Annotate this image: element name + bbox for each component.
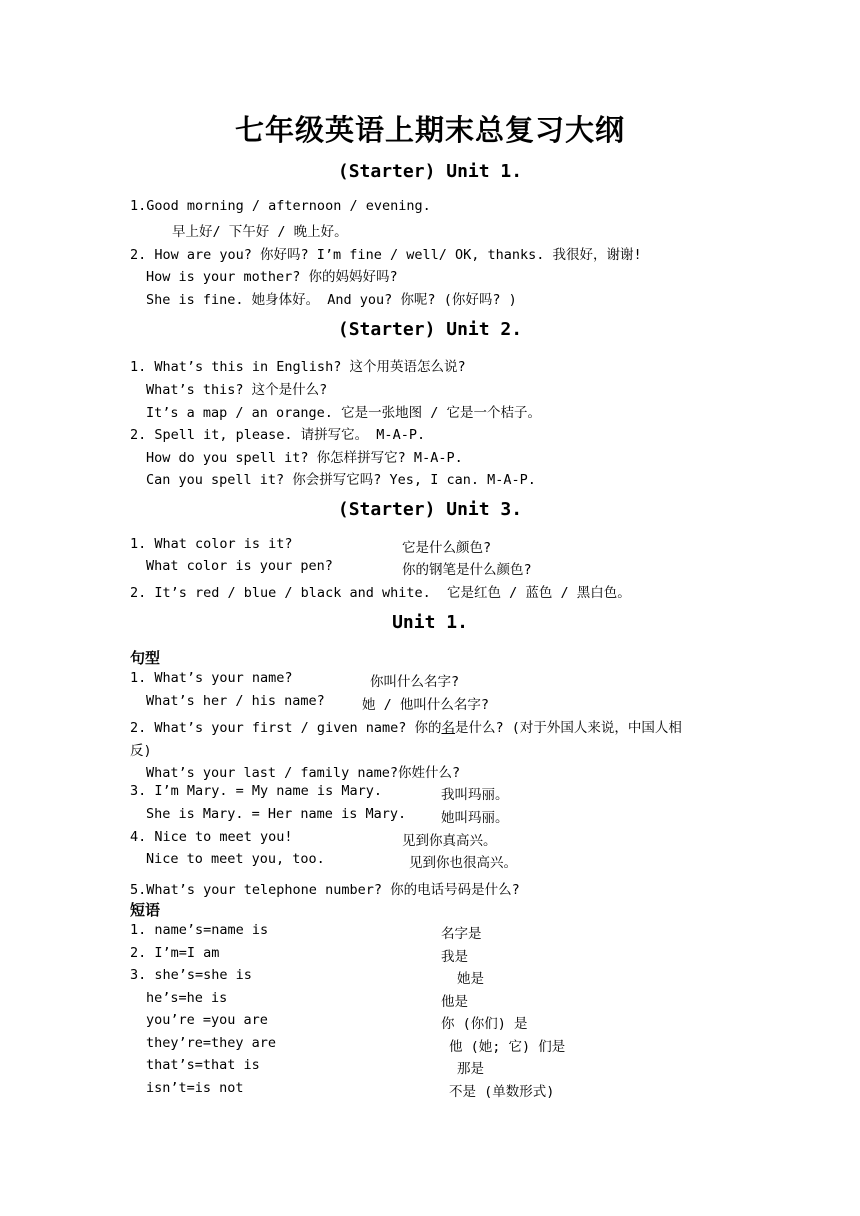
text-line: How is your mother? 你的妈妈好吗? <box>146 269 398 285</box>
phrase-zh: 你 (你们) 是 <box>441 1016 528 1032</box>
text-line: It’s a map / an orange. 它是一张地图 / 它是一个桔子。 <box>146 405 541 421</box>
phrase-en: 2. I’m=I am <box>130 945 220 961</box>
phrase-en: 3. she’s=she is <box>130 967 252 983</box>
phrase-zh: 他 (她; 它) 们是 <box>449 1039 566 1055</box>
phrase-zh: 她是 <box>457 971 484 987</box>
translation: 她叫玛丽。 <box>441 810 509 826</box>
translation: 见到你真高兴。 <box>402 833 497 849</box>
text-line: What’s this? 这个是什么? <box>146 382 328 398</box>
text-line: Nice to meet you, too. <box>146 851 325 867</box>
text-line: 4. Nice to meet you! <box>130 829 293 845</box>
translation: 它是什么颜色? <box>402 540 492 556</box>
text-line: 2. It’s red / blue / black and white. 它是红色 / 蓝色 / 黑白色。 <box>130 585 631 601</box>
text-line: 1. What’s your name? <box>130 670 293 686</box>
translation: 你叫什么名字? <box>370 674 460 690</box>
translation: 她 / 他叫什么名字? <box>362 697 490 713</box>
text-line: 早上好/ 下午好 / 晚上好。 <box>172 224 348 240</box>
document-title: 七年级英语上期末总复习大纲 <box>234 113 625 147</box>
section-heading-starter-unit-2: (Starter) Unit 2. <box>337 319 523 340</box>
text-segment: 是什么? (对于外国人来说，中国人相 <box>454 720 682 736</box>
text-line: 5.What’s your telephone number? 你的电话号码是什么? <box>130 882 520 898</box>
phrases-label: 短语 <box>130 901 161 919</box>
text-line: 1. What color is it? <box>130 536 293 552</box>
phrase-zh: 我是 <box>441 949 468 965</box>
text-line: How do you spell it? 你怎样拼写它? M-A-P. <box>146 450 463 466</box>
translation: 见到你也很高兴。 <box>409 855 517 871</box>
section-heading-starter-unit-3: (Starter) Unit 3. <box>337 499 523 520</box>
text-line: 3. I’m Mary. = My name is Mary. <box>130 783 382 799</box>
text-line: What color is your pen? <box>146 558 333 574</box>
text-line: 1.Good morning / afternoon / evening. <box>130 198 431 214</box>
text-segment: 2. What’s your first / given name? 你的 <box>130 720 442 736</box>
section-heading-starter-unit-1: (Starter) Unit 1. <box>337 161 523 182</box>
text-line: 2. How are you? 你好吗? I’m fine / well/ OK, thanks. 我很好，谢谢! <box>130 247 642 263</box>
text-line: What’s her / his name? <box>146 693 325 709</box>
phrase-en: they’re=they are <box>146 1035 277 1051</box>
phrase-en: isn’t=is not <box>146 1080 244 1096</box>
phrase-zh: 名字是 <box>441 926 482 942</box>
phrase-en: that’s=that is <box>146 1057 260 1073</box>
text-line: Can you spell it? 你会拼写它吗? Yes, I can. M-A-P. <box>146 472 536 488</box>
text-line: 2. Spell it, please. 请拼写它。 M-A-P. <box>130 427 426 443</box>
phrase-en: he’s=he is <box>146 990 228 1006</box>
phrase-en: 1. name’s=name is <box>130 922 269 938</box>
underlined-word: 名 <box>441 720 455 736</box>
text-line: What’s your last / family name?你姓什么? <box>146 765 461 781</box>
text-line: She is fine. 她身体好。 And you? 你呢? (你好吗? ) <box>146 292 517 308</box>
translation: 我叫玛丽。 <box>441 787 509 803</box>
phrase-zh: 不是 (单数形式) <box>449 1084 555 1100</box>
phrase-zh: 他是 <box>441 994 468 1010</box>
text-line: 1. What’s this in English? 这个用英语怎么说? <box>130 359 466 375</box>
section-heading-unit-1: Unit 1. <box>392 612 468 633</box>
phrase-zh: 那是 <box>457 1061 484 1077</box>
text-line: She is Mary. = Her name is Mary. <box>146 806 407 822</box>
text-line <box>130 716 682 736</box>
sentences-label: 句型 <box>130 649 161 667</box>
text-line: 反) <box>130 743 152 759</box>
phrase-en: you’re =you are <box>146 1012 268 1028</box>
translation: 你的钢笔是什么颜色? <box>402 562 532 578</box>
